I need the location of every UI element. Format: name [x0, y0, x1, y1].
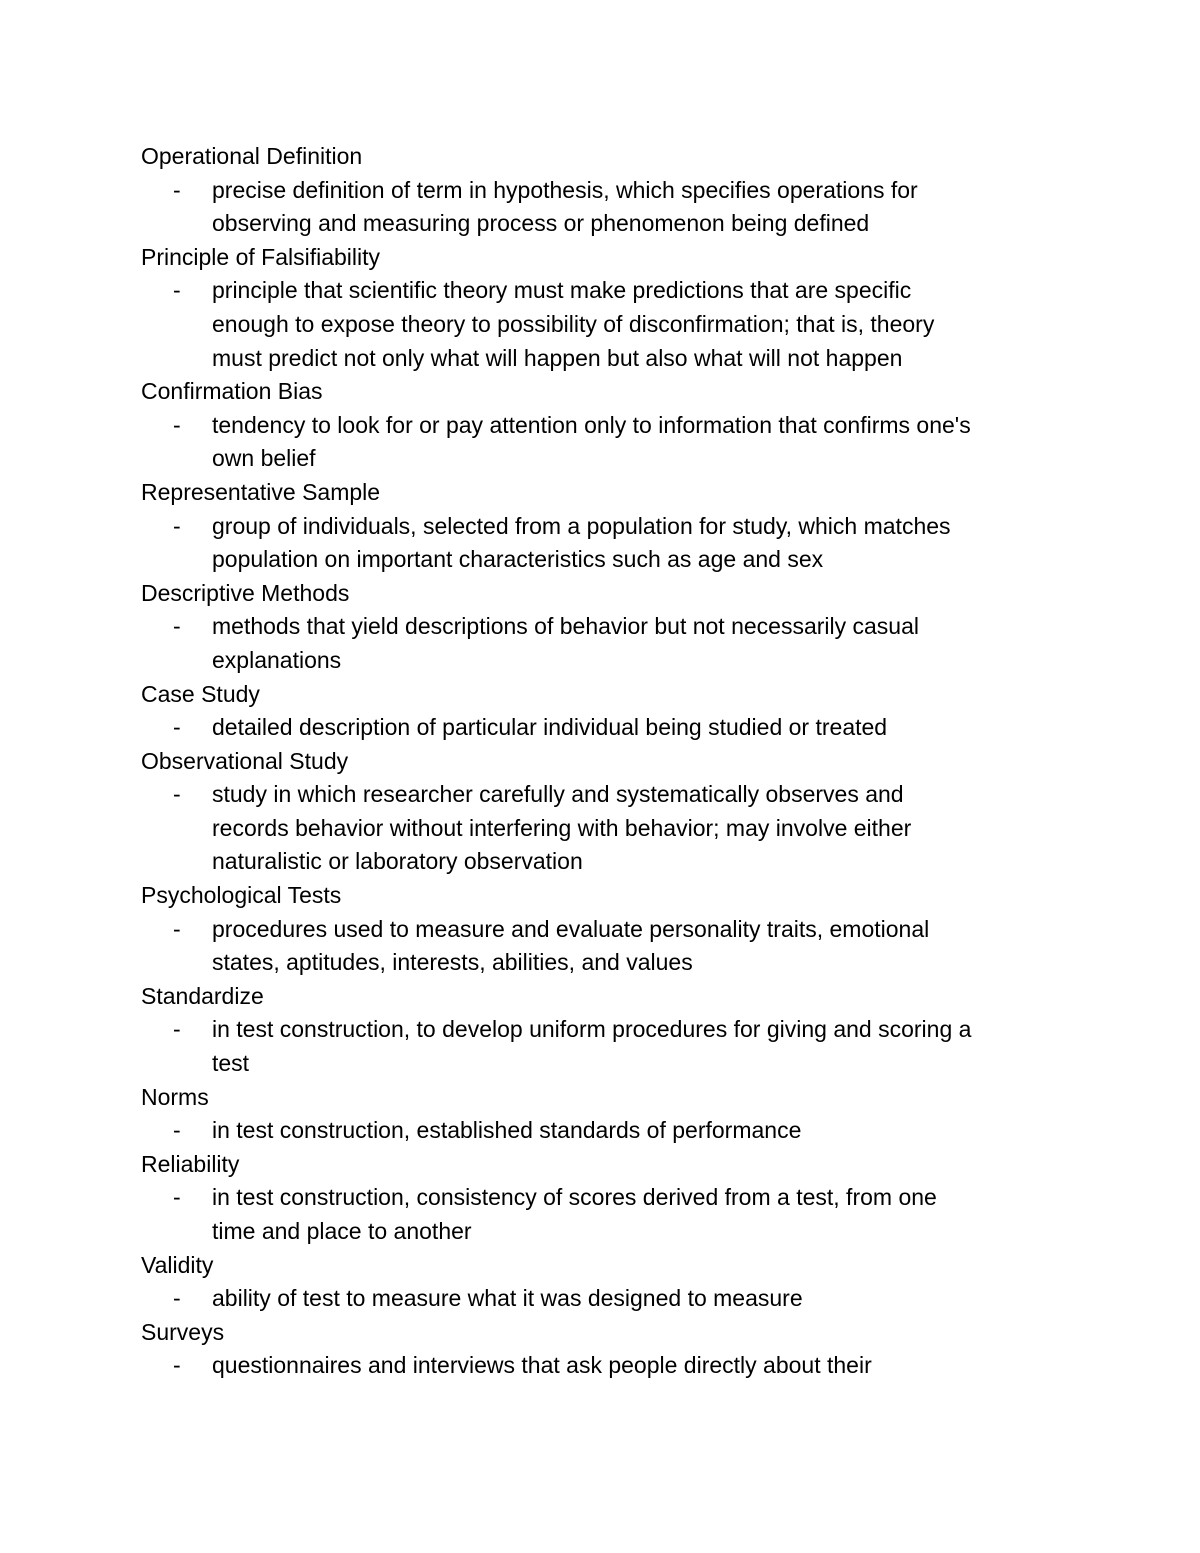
- term-heading: Surveys: [141, 1318, 225, 1345]
- definition-line: detailed description of particular individual being studied or treated: [212, 714, 888, 741]
- dash-bullet: -: [173, 613, 181, 640]
- definition-item: [141, 510, 1071, 577]
- definition-item: [141, 610, 1071, 677]
- dash-bullet: -: [173, 714, 181, 741]
- definition-line: principle that scientific theory must make predictions that are specific: [212, 277, 912, 304]
- dash-bullet: -: [173, 277, 181, 304]
- definition-line: in test construction, consistency of scores derived from a test, from one: [212, 1184, 937, 1211]
- term-heading: Reliability: [141, 1150, 240, 1177]
- definition-line: must predict not only what will happen but also what will not happen: [212, 344, 903, 371]
- definition-line: naturalistic or laboratory observation: [212, 848, 583, 875]
- dash-bullet: -: [173, 1352, 181, 1379]
- definition-line: procedures used to measure and evaluate personality traits, emotional: [212, 915, 930, 942]
- definition-item: [141, 1114, 1071, 1148]
- definition-line: states, aptitudes, interests, abilities, and values: [212, 949, 693, 976]
- dash-bullet: -: [173, 1016, 181, 1043]
- definition-line: in test construction, established standards of performance: [212, 1117, 802, 1144]
- definition-line: in test construction, to develop uniform procedures for giving and scoring a: [212, 1016, 972, 1043]
- definition-item: [141, 1282, 1071, 1316]
- definition-line: test: [212, 1050, 250, 1077]
- definition-item: [141, 1181, 1071, 1248]
- dash-bullet: -: [173, 915, 181, 942]
- definition-item: [141, 1013, 1071, 1080]
- definition-line: population on important characteristics such as age and sex: [212, 546, 824, 573]
- definition-line: observing and measuring process or phenomenon being defined: [212, 210, 870, 237]
- definition-line: explanations: [212, 646, 342, 673]
- definition-line: group of individuals, selected from a population for study, which matches: [212, 512, 951, 539]
- dash-bullet: -: [173, 1117, 181, 1144]
- term-heading: Psychological Tests: [141, 882, 342, 909]
- term-heading: Case Study: [141, 680, 260, 707]
- term-heading: Norms: [141, 1083, 209, 1110]
- term-heading: Observational Study: [141, 747, 349, 774]
- definition-line: time and place to another: [212, 1218, 472, 1244]
- definition-line: enough to expose theory to possibility of disconfirmation; that is, theory: [212, 310, 935, 337]
- definition-item: [141, 174, 1071, 241]
- definition-line: records behavior without interfering with behavior; may involve either: [212, 814, 912, 841]
- dash-bullet: -: [173, 176, 181, 203]
- term-heading: Descriptive Methods: [141, 579, 350, 606]
- term-heading: Representative Sample: [141, 478, 381, 505]
- definition-item: [141, 1349, 1071, 1383]
- dash-bullet: -: [173, 781, 181, 808]
- definition-item: [141, 913, 1071, 980]
- document-page: [141, 140, 1071, 1383]
- dash-bullet: -: [173, 512, 181, 539]
- definition-line: precise definition of term in hypothesis, which specifies operations for: [212, 176, 918, 203]
- definition-line: methods that yield descriptions of behavior but not necessarily casual: [212, 613, 920, 640]
- definition-line: ability of test to measure what it was designed to measure: [212, 1285, 803, 1312]
- dash-bullet: -: [173, 1184, 181, 1211]
- term-heading: Operational Definition: [141, 143, 363, 169]
- definition-item: [141, 274, 1071, 375]
- definition-item: [141, 711, 1071, 745]
- definition-line: study in which researcher carefully and systematically observes and: [212, 781, 904, 808]
- definition-item: [141, 778, 1071, 879]
- dash-bullet: -: [173, 1285, 181, 1312]
- term-heading: Validity: [141, 1251, 214, 1278]
- dash-bullet: -: [173, 411, 181, 438]
- term-heading: Principle of Falsifiability: [141, 243, 381, 270]
- term-heading: Confirmation Bias: [141, 378, 323, 405]
- definition-line: questionnaires and interviews that ask people directly about their: [212, 1352, 872, 1379]
- term-heading: Standardize: [141, 982, 264, 1009]
- definition-line: tendency to look for or pay attention only to information that confirms one's: [212, 411, 971, 438]
- definition-item: [141, 409, 1071, 476]
- definition-line: own belief: [212, 445, 316, 472]
